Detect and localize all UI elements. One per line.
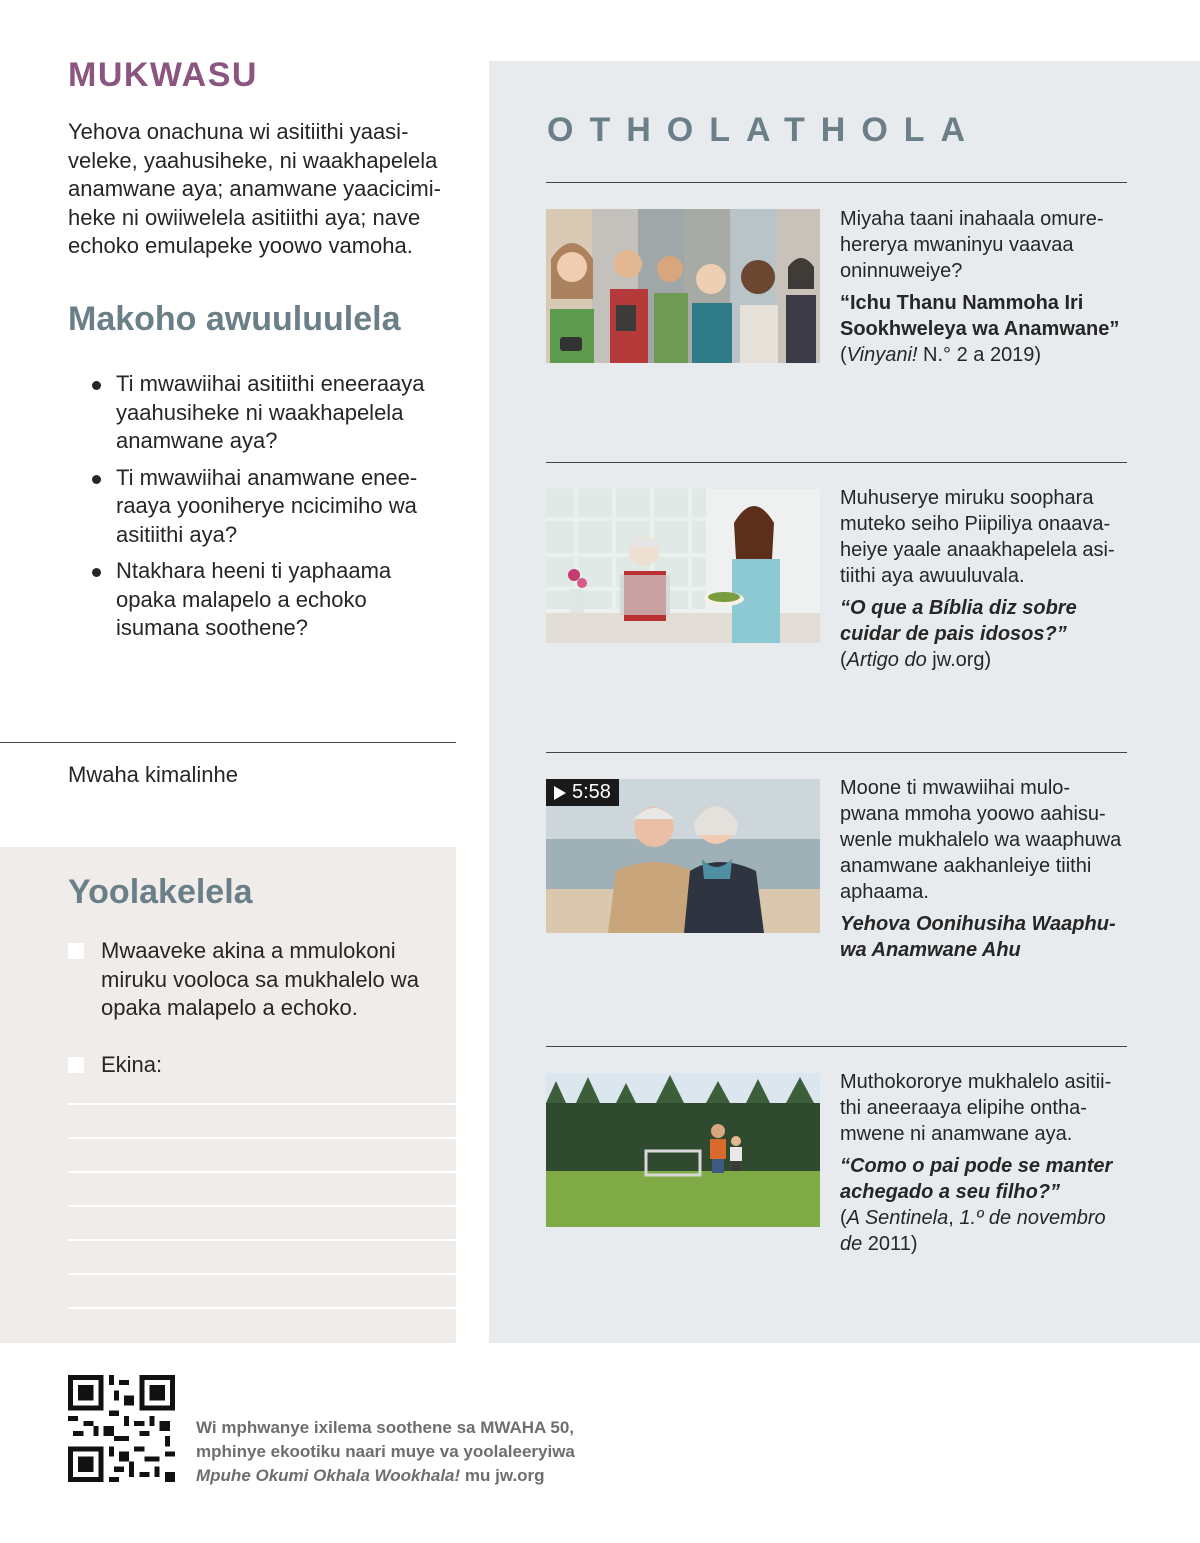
write-line[interactable]: [68, 1307, 456, 1309]
resource-title[interactable]: “O que a Bíblia diz sobre cuidar de pais idosos?”: [840, 597, 1077, 645]
qr-code-icon[interactable]: [68, 1375, 175, 1482]
goal-item: Mwaaveke akina a mmulokoni miruku vooloca sa mukhalelo wa opaka malapelo a echoko.: [68, 937, 428, 1023]
resource-item: [840, 1069, 1122, 1257]
resource-description: Miyaha taani inahaala omurehererya mwaninyu vaavaa oninnuweiye?: [840, 208, 1104, 282]
father-son-photo[interactable]: [546, 1073, 820, 1227]
resource-item: [840, 485, 1122, 673]
children-photo[interactable]: [546, 209, 820, 363]
resource-source: (Artigo do jw.org): [840, 649, 992, 671]
goal-item: Ekina:: [68, 1051, 428, 1080]
question-item: Ti mwawiihai anamwane eneeraaya yooniherye ncicimiho wa asitiithi aya?: [90, 464, 450, 550]
write-line[interactable]: [68, 1273, 456, 1275]
goals-title: Yoolakelela: [68, 873, 253, 911]
goals-section: [0, 847, 456, 1343]
resource-description: Muhuserye miruku soophara muteko seiho Piipiliya onaavaheiye yaale anaakhapelela asitiithi aya awuuluvala.: [840, 487, 1115, 587]
resource-description: Moone ti mwawiihai mulopwana mmoha yoowo aahisuwenle mukhalelo wa waaphuwa anamwane aakhanleiye tiithi aphaama.: [840, 777, 1122, 903]
explore-panel: [489, 61, 1200, 1343]
resource-title[interactable]: “Como o pai pode se manter achegado a seu filho?”: [840, 1155, 1113, 1203]
explore-title: OTHOLATHOLA: [547, 111, 982, 149]
summary-title: MUKWASU: [68, 56, 258, 94]
divider: [546, 462, 1127, 463]
resource-title[interactable]: “Ichu Thanu Nammoha Iri Sookhweleya wa Anamwane”: [840, 292, 1120, 340]
question-item: Ntakhara heeni ti yaphaama opaka malapelo a echoko isumana soothene?: [90, 557, 450, 643]
divider: [0, 742, 456, 743]
write-line[interactable]: [68, 1171, 456, 1173]
resource-source: (A Sentinela, 1.º de novembro de 2011): [840, 1207, 1106, 1255]
footer-note: Wi mphwanye ixilema soothene sa MWAHA 50, mphinye ekootiku naari muye va yoolaleeryiwa Mpuhe Okumi Okhala Wookhala! mu jw.org: [196, 1418, 575, 1485]
video-thumbnail[interactable]: [546, 779, 820, 933]
resource-item: [840, 206, 1122, 368]
write-line[interactable]: [68, 1103, 456, 1105]
questions-title: Makoho awuuluulela: [68, 300, 401, 338]
checkbox-icon[interactable]: [68, 943, 84, 959]
divider: [546, 182, 1127, 183]
resource-title[interactable]: Yehova Oonihusiha Waaphuwa Anamwane Ahu: [840, 913, 1116, 961]
summary-text: Yehova onachuna wi asitiithi yaasiveleke, yaahusiheke, ni waakhapelela anamwane aya; anamwane yaacicimiheke ni owiiwelela asitiithi aya; nave echoko emulapeke yoowo vamoha.: [68, 119, 441, 258]
resource-description: Muthokororye mukhalelo asitiithi aneeraaya elipihe onthamwene ni anamwane aya.: [840, 1071, 1112, 1145]
resource-item: [840, 775, 1122, 963]
write-line[interactable]: [68, 1137, 456, 1139]
video-duration-badge: 5:58: [546, 779, 619, 806]
resource-source: (Vinyani! N.° 2 a 2019): [840, 344, 1042, 366]
play-icon: [554, 786, 566, 800]
question-item: Ti mwawiihai asitiithi eneeraaya yaahusiheke ni waakhapelela anamwane aya?: [90, 370, 450, 456]
divider: [546, 752, 1127, 753]
bullet-icon: [92, 381, 101, 390]
write-line[interactable]: [68, 1205, 456, 1207]
write-line[interactable]: [68, 1239, 456, 1241]
questions-list: [90, 370, 450, 651]
date-completed-label: Mwaha kimalinhe: [68, 762, 238, 787]
caregiver-photo[interactable]: [546, 489, 820, 643]
divider: [546, 1046, 1127, 1047]
bullet-icon: [92, 475, 101, 484]
bullet-icon: [92, 568, 101, 577]
checkbox-icon[interactable]: [68, 1057, 84, 1073]
